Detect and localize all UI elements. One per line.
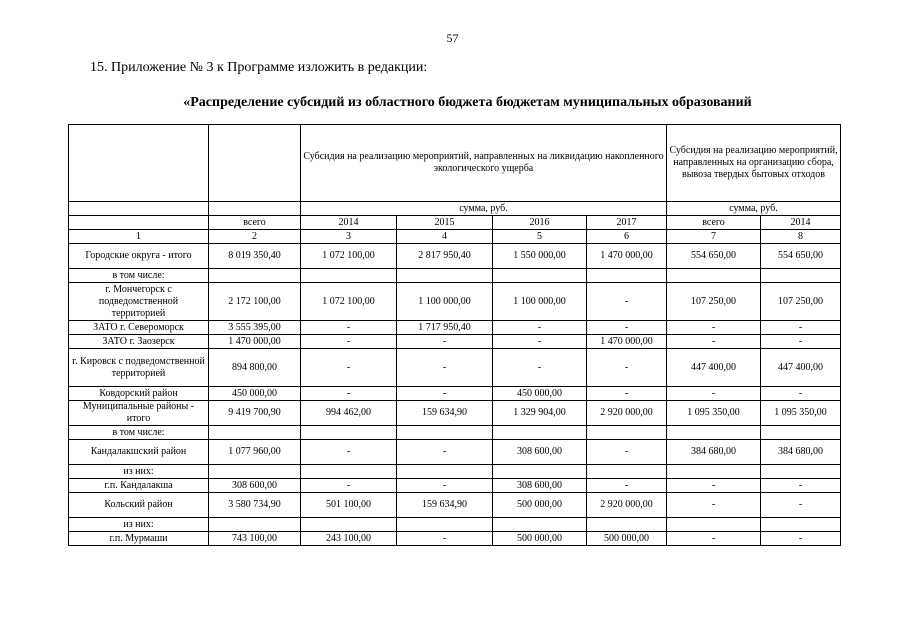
row-value-cell: [397, 465, 493, 479]
row-value-cell: 894 800,00: [209, 349, 301, 387]
column-number: 7: [667, 230, 761, 244]
row-value-cell: 1 470 000,00: [587, 335, 667, 349]
row-value-cell: [587, 269, 667, 283]
row-value-cell: 450 000,00: [493, 387, 587, 401]
row-value-cell: 1 470 000,00: [587, 244, 667, 269]
row-value-cell: 554 650,00: [667, 244, 761, 269]
header-col-waste-2014: 2014: [761, 216, 841, 230]
table-row: [69, 479, 841, 493]
table-row: [69, 283, 841, 321]
column-number: 5: [493, 230, 587, 244]
row-value-cell: -: [587, 321, 667, 335]
header-empty-cell: [69, 216, 209, 230]
row-value-cell: 243 100,00: [301, 532, 397, 546]
row-value-cell: 500 000,00: [587, 532, 667, 546]
row-value-cell: 384 680,00: [761, 440, 841, 465]
table-row: [69, 465, 841, 479]
row-value-cell: -: [301, 440, 397, 465]
row-municipality-name: г. Кировск с подведомственной территорией: [69, 349, 209, 387]
column-number-row: [69, 230, 841, 244]
row-value-cell: -: [397, 440, 493, 465]
row-value-cell: 2 920 000,00: [587, 493, 667, 518]
row-value-cell: 159 634,90: [397, 401, 493, 426]
row-value-cell: 501 100,00: [301, 493, 397, 518]
header-unit-waste: сумма, руб.: [667, 202, 841, 216]
row-value-cell: -: [667, 387, 761, 401]
row-value-cell: [493, 426, 587, 440]
header-col-2017: 2017: [587, 216, 667, 230]
table-row: [69, 518, 841, 532]
row-value-cell: 1 072 100,00: [301, 283, 397, 321]
document-heading: «Распределение субсидий из областного бюджета бюджетам муниципальных образований: [183, 95, 752, 110]
row-value-cell: [761, 269, 841, 283]
row-value-cell: -: [301, 349, 397, 387]
row-value-cell: -: [587, 479, 667, 493]
table-row: [69, 349, 841, 387]
row-municipality-name: Кандалакшский район: [69, 440, 209, 465]
row-value-cell: 308 600,00: [493, 479, 587, 493]
row-municipality-name: из них:: [69, 518, 209, 532]
table-row: [69, 440, 841, 465]
row-value-cell: [301, 426, 397, 440]
table-row: [69, 321, 841, 335]
row-value-cell: -: [761, 532, 841, 546]
row-value-cell: 159 634,90: [397, 493, 493, 518]
row-value-cell: [587, 518, 667, 532]
row-municipality-name: Кольский район: [69, 493, 209, 518]
table-row: [69, 532, 841, 546]
row-value-cell: [397, 518, 493, 532]
row-municipality-name: в том числе:: [69, 426, 209, 440]
column-number: 3: [301, 230, 397, 244]
row-value-cell: -: [397, 479, 493, 493]
row-value-cell: [587, 426, 667, 440]
row-value-cell: -: [761, 335, 841, 349]
header-col-total: всего: [209, 216, 301, 230]
row-value-cell: 1 470 000,00: [209, 335, 301, 349]
row-value-cell: -: [761, 321, 841, 335]
table-body: [69, 244, 841, 546]
row-value-cell: 8 019 350,40: [209, 244, 301, 269]
table-row: [69, 426, 841, 440]
header-col-waste-total: всего: [667, 216, 761, 230]
row-value-cell: 447 400,00: [761, 349, 841, 387]
row-value-cell: [209, 426, 301, 440]
row-value-cell: 447 400,00: [667, 349, 761, 387]
row-value-cell: [301, 269, 397, 283]
row-value-cell: 2 817 950,40: [397, 244, 493, 269]
table-header-row: [69, 216, 841, 230]
row-value-cell: 1 095 350,00: [761, 401, 841, 426]
row-value-cell: 1 095 350,00: [667, 401, 761, 426]
column-number: 1: [69, 230, 209, 244]
row-value-cell: 1 077 960,00: [209, 440, 301, 465]
row-value-cell: [667, 465, 761, 479]
header-empty-cell: [69, 202, 209, 216]
row-value-cell: 554 650,00: [761, 244, 841, 269]
row-value-cell: -: [761, 493, 841, 518]
row-value-cell: -: [587, 349, 667, 387]
row-value-cell: 107 250,00: [761, 283, 841, 321]
row-value-cell: 107 250,00: [667, 283, 761, 321]
table-row: [69, 244, 841, 269]
row-value-cell: 1 100 000,00: [397, 283, 493, 321]
row-value-cell: -: [397, 532, 493, 546]
table-header-row: [69, 125, 841, 202]
row-value-cell: 2 920 000,00: [587, 401, 667, 426]
row-value-cell: -: [493, 349, 587, 387]
row-value-cell: -: [667, 479, 761, 493]
row-value-cell: [209, 518, 301, 532]
row-value-cell: -: [667, 532, 761, 546]
row-value-cell: [761, 518, 841, 532]
row-value-cell: 500 000,00: [493, 493, 587, 518]
row-municipality-name: в том числе:: [69, 269, 209, 283]
header-col-2016: 2016: [493, 216, 587, 230]
table-header-row: [69, 202, 841, 216]
row-value-cell: [493, 269, 587, 283]
header-empty-cell: [69, 125, 209, 202]
table-row: [69, 387, 841, 401]
row-value-cell: [761, 426, 841, 440]
intro-paragraph: 15. Приложение № 3 к Программе изложить в редакции:: [90, 60, 428, 75]
column-number: 6: [587, 230, 667, 244]
row-value-cell: [587, 465, 667, 479]
table-row: [69, 335, 841, 349]
row-value-cell: 308 600,00: [209, 479, 301, 493]
row-value-cell: -: [301, 321, 397, 335]
header-col-2014: 2014: [301, 216, 397, 230]
header-empty-cell: [209, 125, 301, 202]
row-value-cell: -: [301, 335, 397, 349]
row-municipality-name: г. Мончегорск с подведомственной территорией: [69, 283, 209, 321]
row-value-cell: 1 100 000,00: [493, 283, 587, 321]
row-value-cell: -: [301, 479, 397, 493]
table-row: [69, 493, 841, 518]
row-value-cell: 9 419 700,90: [209, 401, 301, 426]
row-value-cell: [209, 269, 301, 283]
row-municipality-name: г.п. Мурмаши: [69, 532, 209, 546]
row-municipality-name: из них:: [69, 465, 209, 479]
row-value-cell: [667, 269, 761, 283]
row-value-cell: -: [397, 335, 493, 349]
row-value-cell: 1 550 000,00: [493, 244, 587, 269]
row-value-cell: [761, 465, 841, 479]
row-value-cell: 500 000,00: [493, 532, 587, 546]
table-row: [69, 269, 841, 283]
row-value-cell: [667, 518, 761, 532]
row-value-cell: 994 462,00: [301, 401, 397, 426]
row-value-cell: 1 329 904,00: [493, 401, 587, 426]
row-value-cell: -: [587, 440, 667, 465]
row-value-cell: [301, 465, 397, 479]
header-group-waste: Субсидия на реализацию мероприятий, направленных на организацию сбора, вывоза твердых бытовых отходов: [667, 125, 841, 202]
row-value-cell: [209, 465, 301, 479]
subsidy-table: [68, 124, 841, 546]
row-value-cell: [493, 465, 587, 479]
row-value-cell: 308 600,00: [493, 440, 587, 465]
row-value-cell: 3 555 395,00: [209, 321, 301, 335]
row-value-cell: -: [587, 283, 667, 321]
row-value-cell: -: [397, 349, 493, 387]
row-value-cell: -: [761, 387, 841, 401]
column-number: 4: [397, 230, 493, 244]
table-row: [69, 401, 841, 426]
page-number: 57: [446, 31, 459, 45]
row-value-cell: 3 580 734,90: [209, 493, 301, 518]
row-value-cell: -: [667, 321, 761, 335]
row-value-cell: -: [493, 321, 587, 335]
row-value-cell: 450 000,00: [209, 387, 301, 401]
row-value-cell: 743 100,00: [209, 532, 301, 546]
row-municipality-name: ЗАТО г. Заозерск: [69, 335, 209, 349]
row-value-cell: -: [397, 387, 493, 401]
row-value-cell: -: [587, 387, 667, 401]
row-value-cell: 2 172 100,00: [209, 283, 301, 321]
column-number: 8: [761, 230, 841, 244]
row-value-cell: 384 680,00: [667, 440, 761, 465]
row-value-cell: -: [667, 335, 761, 349]
row-value-cell: 1 717 950,40: [397, 321, 493, 335]
header-group-ecology: Субсидия на реализацию мероприятий, направленных на ликвидацию накопленного экологического ущерба: [301, 125, 667, 202]
row-municipality-name: Городские округа - итого: [69, 244, 209, 269]
row-value-cell: [397, 426, 493, 440]
row-value-cell: -: [493, 335, 587, 349]
row-value-cell: [493, 518, 587, 532]
header-unit-ecology: сумма, руб.: [301, 202, 667, 216]
header-empty-cell: [209, 202, 301, 216]
row-value-cell: 1 072 100,00: [301, 244, 397, 269]
row-value-cell: -: [761, 479, 841, 493]
row-municipality-name: Ковдорский район: [69, 387, 209, 401]
header-col-2015: 2015: [397, 216, 493, 230]
row-value-cell: -: [301, 387, 397, 401]
row-municipality-name: г.п. Кандалакша: [69, 479, 209, 493]
row-value-cell: [397, 269, 493, 283]
row-municipality-name: Муниципальные районы - итого: [69, 401, 209, 426]
row-municipality-name: ЗАТО г. Североморск: [69, 321, 209, 335]
row-value-cell: [301, 518, 397, 532]
row-value-cell: -: [667, 493, 761, 518]
row-value-cell: [667, 426, 761, 440]
column-number: 2: [209, 230, 301, 244]
